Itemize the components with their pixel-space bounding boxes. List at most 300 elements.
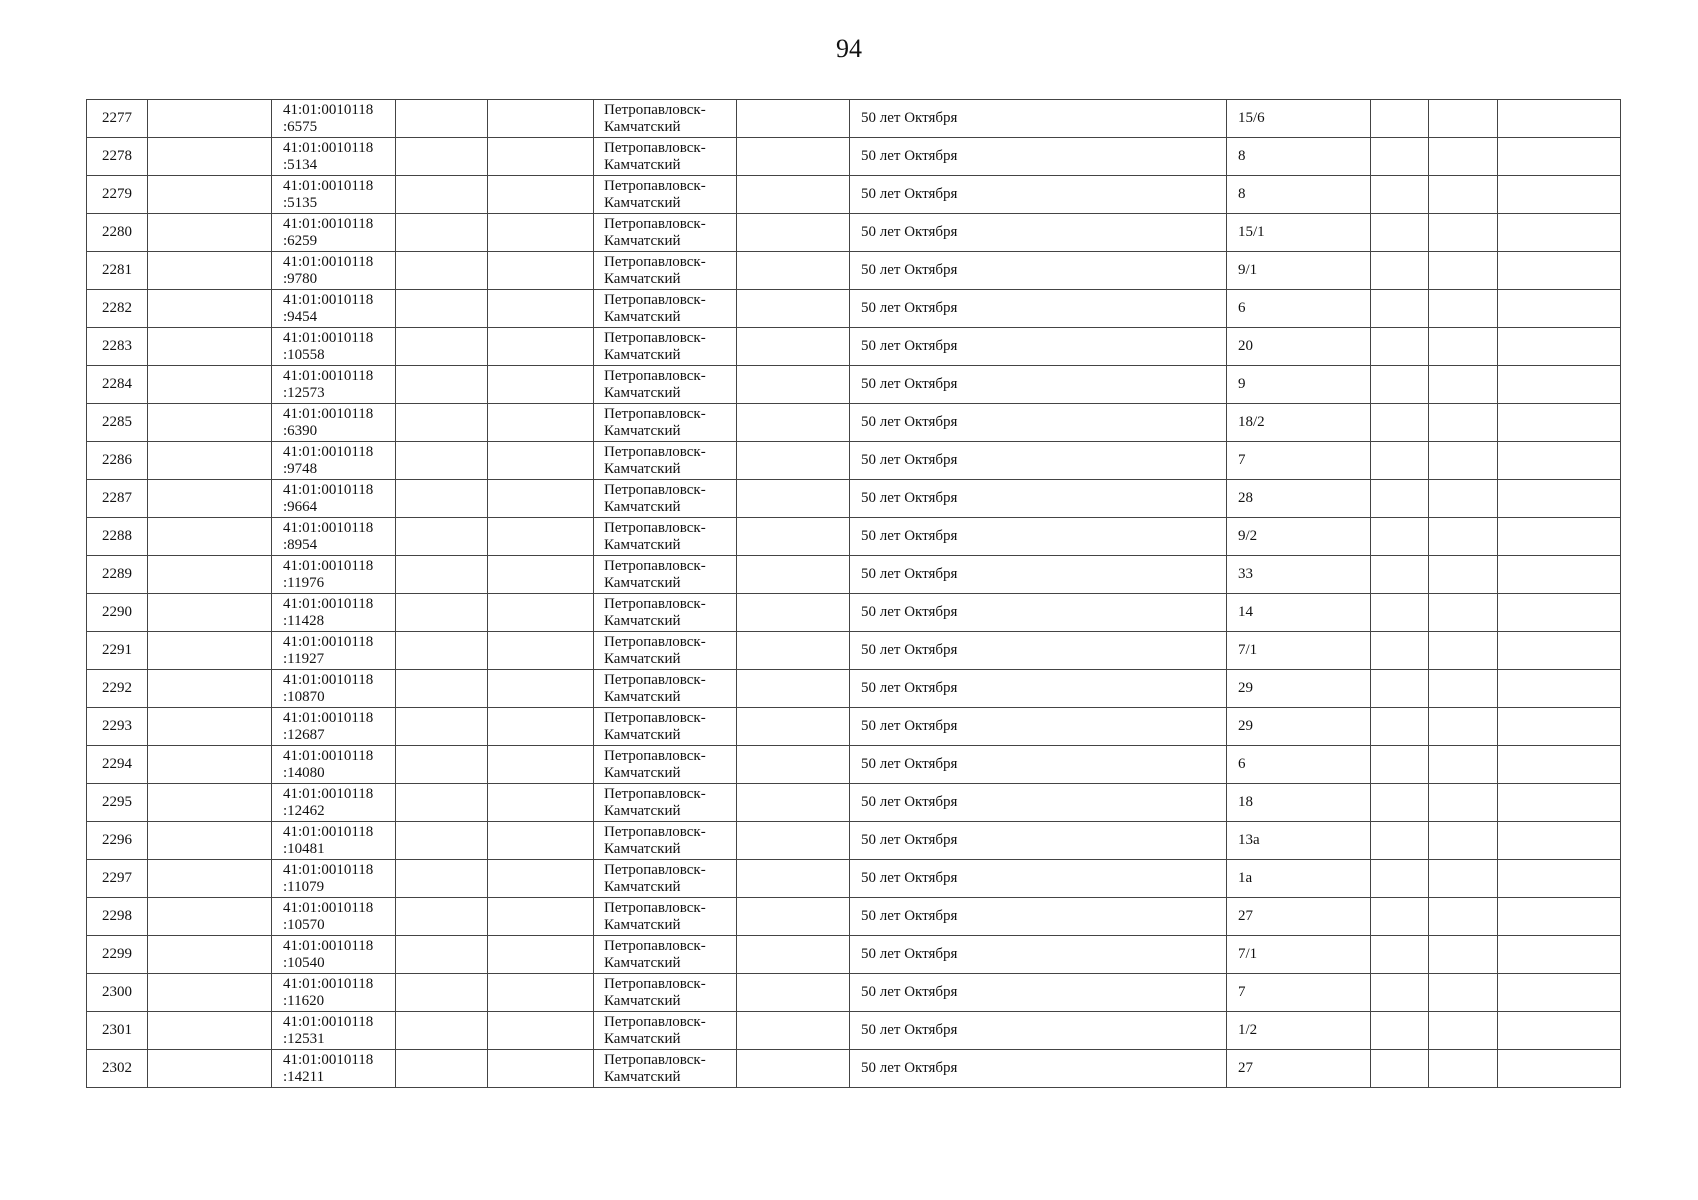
empty-cell (488, 556, 594, 594)
street-cell: 50 лет Октября (850, 708, 1227, 746)
empty-cell (1498, 442, 1621, 480)
empty-cell (1498, 784, 1621, 822)
cadastral-number-line: :12462 (283, 802, 325, 819)
empty-cell (488, 594, 594, 632)
empty-cell (1498, 1050, 1621, 1088)
empty-cell (1498, 898, 1621, 936)
empty-cell (488, 670, 594, 708)
city-cell (594, 594, 737, 632)
house-number-cell: 13а (1227, 822, 1371, 860)
address-registry-table (86, 99, 1621, 1088)
city-line: Камчатский (604, 764, 681, 781)
empty-cell (737, 176, 850, 214)
empty-cell (1498, 328, 1621, 366)
city-line: Петропавловск- (604, 633, 706, 650)
empty-cell (1429, 252, 1498, 290)
empty-cell (737, 518, 850, 556)
cadastral-number-line: 41:01:0010118 (283, 785, 374, 802)
city-line: Петропавловск- (604, 443, 706, 460)
cadastral-number-line: :9748 (283, 460, 318, 477)
empty-cell (396, 632, 488, 670)
city-line: Камчатский (604, 498, 681, 515)
table-row (87, 860, 1621, 898)
cadastral-number-cell (272, 936, 396, 974)
street-cell: 50 лет Октября (850, 100, 1227, 138)
city-line: Петропавловск- (604, 405, 706, 422)
table-row (87, 594, 1621, 632)
city-line: Камчатский (604, 194, 681, 211)
row-number-cell: 2289 (87, 556, 148, 594)
table-row (87, 328, 1621, 366)
street-cell: 50 лет Октября (850, 822, 1227, 860)
empty-cell (1429, 860, 1498, 898)
cadastral-number-line: 41:01:0010118 (283, 557, 374, 574)
empty-cell (148, 1012, 272, 1050)
city-cell (594, 328, 737, 366)
empty-cell (737, 898, 850, 936)
cadastral-number-line: :11976 (283, 574, 325, 591)
cadastral-number-line: 41:01:0010118 (283, 215, 374, 232)
city-line: Петропавловск- (604, 139, 706, 156)
empty-cell (1498, 594, 1621, 632)
empty-cell (488, 404, 594, 442)
cadastral-number-line: 41:01:0010118 (283, 329, 374, 346)
table-row (87, 898, 1621, 936)
table-row (87, 822, 1621, 860)
city-line: Камчатский (604, 308, 681, 325)
table-row (87, 746, 1621, 784)
empty-cell (488, 176, 594, 214)
row-number-cell: 2296 (87, 822, 148, 860)
empty-cell (488, 480, 594, 518)
city-cell (594, 1012, 737, 1050)
table-row (87, 1012, 1621, 1050)
city-line: Петропавловск- (604, 253, 706, 270)
table-row (87, 974, 1621, 1012)
table-row (87, 518, 1621, 556)
empty-cell (396, 670, 488, 708)
empty-cell (737, 746, 850, 784)
empty-cell (1429, 366, 1498, 404)
empty-cell (488, 100, 594, 138)
empty-cell (396, 746, 488, 784)
empty-cell (148, 1050, 272, 1088)
row-number-cell: 2299 (87, 936, 148, 974)
street-cell: 50 лет Октября (850, 404, 1227, 442)
empty-cell (1371, 100, 1429, 138)
cadastral-number-line: :14080 (283, 764, 325, 781)
cadastral-number-cell (272, 746, 396, 784)
empty-cell (737, 670, 850, 708)
empty-cell (148, 138, 272, 176)
cadastral-number-cell (272, 1050, 396, 1088)
cadastral-number-cell (272, 290, 396, 328)
cadastral-number-line: :8954 (283, 536, 318, 553)
cadastral-number-line: :11927 (283, 650, 325, 667)
empty-cell (488, 632, 594, 670)
row-number-cell: 2294 (87, 746, 148, 784)
street-cell: 50 лет Октября (850, 898, 1227, 936)
cadastral-number-cell (272, 328, 396, 366)
city-line: Камчатский (604, 384, 681, 401)
empty-cell (396, 290, 488, 328)
city-line: Камчатский (604, 840, 681, 857)
empty-cell (1371, 708, 1429, 746)
registry-body (87, 100, 1621, 1088)
cadastral-number-line: 41:01:0010118 (283, 671, 374, 688)
row-number-cell: 2293 (87, 708, 148, 746)
table-row (87, 1050, 1621, 1088)
empty-cell (396, 936, 488, 974)
table-row (87, 670, 1621, 708)
city-line: Петропавловск- (604, 595, 706, 612)
empty-cell (1371, 860, 1429, 898)
house-number-cell: 33 (1227, 556, 1371, 594)
empty-cell (148, 100, 272, 138)
table-row (87, 442, 1621, 480)
table-row (87, 480, 1621, 518)
cadastral-number-line: :10558 (283, 346, 325, 363)
empty-cell (396, 518, 488, 556)
cadastral-number-line: :11428 (283, 612, 325, 629)
empty-cell (1371, 746, 1429, 784)
street-cell: 50 лет Октября (850, 138, 1227, 176)
row-number-cell: 2279 (87, 176, 148, 214)
empty-cell (488, 442, 594, 480)
table-row (87, 556, 1621, 594)
street-cell: 50 лет Октября (850, 784, 1227, 822)
empty-cell (1371, 366, 1429, 404)
empty-cell (1429, 480, 1498, 518)
empty-cell (148, 974, 272, 1012)
empty-cell (1429, 404, 1498, 442)
city-line: Камчатский (604, 270, 681, 287)
empty-cell (1498, 176, 1621, 214)
city-line: Петропавловск- (604, 101, 706, 118)
row-number-cell: 2300 (87, 974, 148, 1012)
cadastral-number-cell (272, 138, 396, 176)
empty-cell (1429, 328, 1498, 366)
street-cell: 50 лет Октября (850, 480, 1227, 518)
city-line: Петропавловск- (604, 177, 706, 194)
table-row (87, 214, 1621, 252)
house-number-cell: 15/1 (1227, 214, 1371, 252)
empty-cell (1429, 746, 1498, 784)
empty-cell (1429, 290, 1498, 328)
empty-cell (737, 138, 850, 176)
empty-cell (1498, 822, 1621, 860)
cadastral-number-cell (272, 366, 396, 404)
empty-cell (148, 632, 272, 670)
empty-cell (148, 442, 272, 480)
city-line: Камчатский (604, 156, 681, 173)
empty-cell (1371, 328, 1429, 366)
row-number-cell: 2291 (87, 632, 148, 670)
cadastral-number-line: :10870 (283, 688, 325, 705)
table-row (87, 138, 1621, 176)
empty-cell (1429, 974, 1498, 1012)
empty-cell (488, 214, 594, 252)
house-number-cell: 15/6 (1227, 100, 1371, 138)
empty-cell (737, 632, 850, 670)
table-row (87, 100, 1621, 138)
house-number-cell: 29 (1227, 708, 1371, 746)
empty-cell (1498, 556, 1621, 594)
empty-cell (488, 974, 594, 1012)
empty-cell (148, 936, 272, 974)
empty-cell (1429, 670, 1498, 708)
row-number-cell: 2295 (87, 784, 148, 822)
empty-cell (396, 176, 488, 214)
cadastral-number-cell (272, 176, 396, 214)
city-cell (594, 784, 737, 822)
city-line: Петропавловск- (604, 785, 706, 802)
table-row (87, 784, 1621, 822)
empty-cell (148, 822, 272, 860)
empty-cell (1429, 442, 1498, 480)
city-cell (594, 974, 737, 1012)
empty-cell (148, 860, 272, 898)
empty-cell (1429, 936, 1498, 974)
row-number-cell: 2302 (87, 1050, 148, 1088)
house-number-cell: 8 (1227, 138, 1371, 176)
empty-cell (1371, 556, 1429, 594)
empty-cell (396, 898, 488, 936)
row-number-cell: 2298 (87, 898, 148, 936)
empty-cell (1498, 860, 1621, 898)
empty-cell (488, 822, 594, 860)
empty-cell (488, 784, 594, 822)
cadastral-number-cell (272, 822, 396, 860)
cadastral-number-cell (272, 708, 396, 746)
city-cell (594, 252, 737, 290)
empty-cell (1498, 708, 1621, 746)
cadastral-number-line: :6575 (283, 118, 318, 135)
row-number-cell: 2281 (87, 252, 148, 290)
row-number-cell: 2288 (87, 518, 148, 556)
city-line: Камчатский (604, 1068, 681, 1085)
cadastral-number-line: :5135 (283, 194, 318, 211)
city-cell (594, 822, 737, 860)
empty-cell (148, 366, 272, 404)
cadastral-number-cell (272, 100, 396, 138)
cadastral-number-line: :14211 (283, 1068, 325, 1085)
empty-cell (1498, 100, 1621, 138)
empty-cell (396, 366, 488, 404)
empty-cell (396, 708, 488, 746)
cadastral-number-line: :12531 (283, 1030, 325, 1047)
cadastral-number-cell (272, 252, 396, 290)
empty-cell (737, 936, 850, 974)
street-cell: 50 лет Октября (850, 556, 1227, 594)
house-number-cell: 18/2 (1227, 404, 1371, 442)
city-line: Камчатский (604, 460, 681, 477)
city-line: Петропавловск- (604, 329, 706, 346)
city-cell (594, 746, 737, 784)
city-line: Петропавловск- (604, 291, 706, 308)
city-line: Камчатский (604, 1030, 681, 1047)
house-number-cell: 6 (1227, 746, 1371, 784)
cadastral-number-line: 41:01:0010118 (283, 899, 374, 916)
empty-cell (737, 404, 850, 442)
empty-cell (148, 898, 272, 936)
cadastral-number-cell (272, 518, 396, 556)
empty-cell (1498, 518, 1621, 556)
row-number-cell: 2282 (87, 290, 148, 328)
city-cell (594, 670, 737, 708)
empty-cell (1429, 138, 1498, 176)
empty-cell (488, 708, 594, 746)
city-cell (594, 442, 737, 480)
cadastral-number-cell (272, 556, 396, 594)
empty-cell (1371, 1050, 1429, 1088)
table-row (87, 176, 1621, 214)
cadastral-number-cell (272, 974, 396, 1012)
empty-cell (148, 404, 272, 442)
house-number-cell: 1/2 (1227, 1012, 1371, 1050)
empty-cell (396, 480, 488, 518)
city-line: Петропавловск- (604, 823, 706, 840)
empty-cell (737, 290, 850, 328)
empty-cell (737, 860, 850, 898)
city-line: Петропавловск- (604, 671, 706, 688)
city-cell (594, 860, 737, 898)
empty-cell (1429, 708, 1498, 746)
city-line: Петропавловск- (604, 367, 706, 384)
city-line: Камчатский (604, 118, 681, 135)
house-number-cell: 6 (1227, 290, 1371, 328)
cadastral-number-line: 41:01:0010118 (283, 709, 374, 726)
empty-cell (148, 670, 272, 708)
empty-cell (1498, 632, 1621, 670)
city-cell (594, 518, 737, 556)
empty-cell (396, 822, 488, 860)
city-line: Камчатский (604, 878, 681, 895)
empty-cell (396, 442, 488, 480)
house-number-cell: 7/1 (1227, 632, 1371, 670)
empty-cell (1429, 1012, 1498, 1050)
empty-cell (1498, 1012, 1621, 1050)
empty-cell (396, 974, 488, 1012)
cadastral-number-line: 41:01:0010118 (283, 633, 374, 650)
empty-cell (737, 252, 850, 290)
empty-cell (1429, 214, 1498, 252)
cadastral-number-cell (272, 480, 396, 518)
house-number-cell: 8 (1227, 176, 1371, 214)
row-number-cell: 2278 (87, 138, 148, 176)
empty-cell (1429, 632, 1498, 670)
empty-cell (1429, 100, 1498, 138)
cadastral-number-line: :9780 (283, 270, 318, 287)
house-number-cell: 1а (1227, 860, 1371, 898)
empty-cell (396, 784, 488, 822)
house-number-cell: 27 (1227, 898, 1371, 936)
empty-cell (396, 556, 488, 594)
cadastral-number-line: :11079 (283, 878, 325, 895)
row-number-cell: 2287 (87, 480, 148, 518)
city-line: Петропавловск- (604, 975, 706, 992)
empty-cell (396, 594, 488, 632)
cadastral-number-cell (272, 784, 396, 822)
empty-cell (1371, 1012, 1429, 1050)
empty-cell (1498, 974, 1621, 1012)
empty-cell (737, 214, 850, 252)
table-row (87, 404, 1621, 442)
empty-cell (737, 328, 850, 366)
street-cell: 50 лет Октября (850, 746, 1227, 784)
empty-cell (396, 860, 488, 898)
table-row (87, 632, 1621, 670)
empty-cell (488, 936, 594, 974)
city-cell (594, 214, 737, 252)
cadastral-number-line: 41:01:0010118 (283, 367, 374, 384)
city-line: Петропавловск- (604, 1051, 706, 1068)
empty-cell (1498, 936, 1621, 974)
empty-cell (1429, 898, 1498, 936)
empty-cell (1371, 442, 1429, 480)
empty-cell (1429, 1050, 1498, 1088)
cadastral-number-cell (272, 670, 396, 708)
empty-cell (1371, 936, 1429, 974)
empty-cell (148, 784, 272, 822)
city-line: Камчатский (604, 916, 681, 933)
street-cell: 50 лет Октября (850, 252, 1227, 290)
city-cell (594, 1050, 737, 1088)
city-line: Камчатский (604, 726, 681, 743)
street-cell: 50 лет Октября (850, 860, 1227, 898)
city-line: Петропавловск- (604, 747, 706, 764)
table-row (87, 936, 1621, 974)
table-row (87, 708, 1621, 746)
cadastral-number-line: 41:01:0010118 (283, 481, 374, 498)
cadastral-number-line: :6259 (283, 232, 318, 249)
cadastral-number-line: :9454 (283, 308, 318, 325)
empty-cell (1429, 556, 1498, 594)
cadastral-number-line: :10481 (283, 840, 325, 857)
cadastral-number-line: 41:01:0010118 (283, 291, 374, 308)
empty-cell (396, 138, 488, 176)
empty-cell (737, 708, 850, 746)
empty-cell (1371, 252, 1429, 290)
city-line: Камчатский (604, 574, 681, 591)
city-line: Петропавловск- (604, 709, 706, 726)
empty-cell (737, 822, 850, 860)
row-number-cell: 2292 (87, 670, 148, 708)
city-cell (594, 556, 737, 594)
house-number-cell: 9/1 (1227, 252, 1371, 290)
city-line: Камчатский (604, 688, 681, 705)
house-number-cell: 9 (1227, 366, 1371, 404)
street-cell: 50 лет Октября (850, 936, 1227, 974)
empty-cell (148, 518, 272, 556)
empty-cell (148, 252, 272, 290)
street-cell: 50 лет Октября (850, 214, 1227, 252)
empty-cell (1371, 480, 1429, 518)
empty-cell (148, 480, 272, 518)
row-number-cell: 2280 (87, 214, 148, 252)
empty-cell (737, 1050, 850, 1088)
cadastral-number-line: 41:01:0010118 (283, 101, 374, 118)
empty-cell (148, 328, 272, 366)
house-number-cell: 27 (1227, 1050, 1371, 1088)
city-line: Камчатский (604, 346, 681, 363)
cadastral-number-cell (272, 442, 396, 480)
street-cell: 50 лет Октября (850, 366, 1227, 404)
cadastral-number-line: 41:01:0010118 (283, 405, 374, 422)
city-line: Петропавловск- (604, 215, 706, 232)
empty-cell (148, 594, 272, 632)
empty-cell (1498, 138, 1621, 176)
